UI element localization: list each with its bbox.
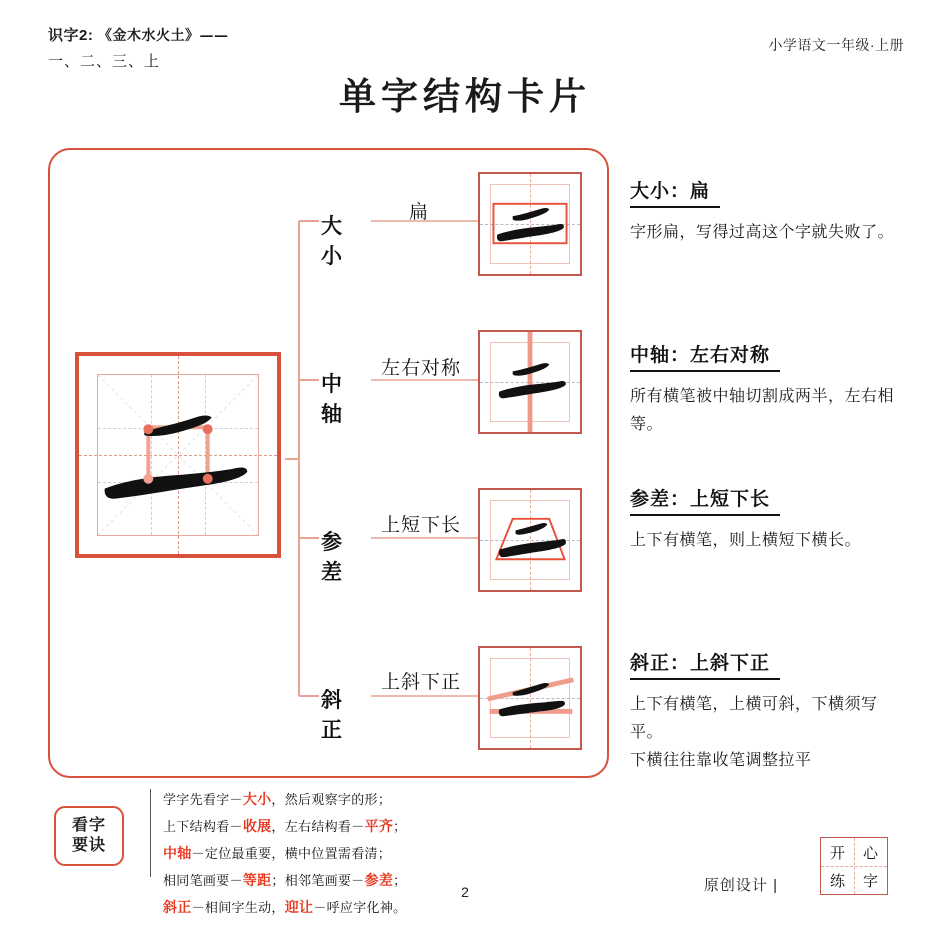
demo-strokes-cenci [480, 490, 580, 590]
note-xiezheng [630, 648, 906, 774]
note-body-extra: 下横往往靠收笔调整拉平 [630, 750, 812, 769]
tips-text: ，左右结构看－ [271, 818, 365, 834]
tips-keyword: 收展 [242, 817, 272, 834]
tips-text: ，然后观察字的形； [271, 792, 392, 807]
branch-sub-zhongzhou: 左右对称 [381, 358, 462, 379]
main-character-strokes [79, 356, 277, 554]
tips-keyword: 迎让 [284, 898, 314, 915]
note-body-xiezheng [630, 690, 906, 774]
book-title: 《金木水火土》—— [98, 28, 229, 44]
tips-list [163, 786, 463, 921]
stamp-char-4: 字 [862, 871, 878, 890]
note-daxiao [630, 176, 898, 246]
lesson-label: 识字2: [48, 27, 94, 44]
note-body-cenci: 上下有横笔，则上横短下横长。 [630, 530, 862, 549]
demo-strokes-daxiao [480, 174, 580, 274]
tips-text: －相间字生动， [191, 899, 285, 915]
demo-box-xiezheng [478, 646, 582, 750]
note-body-main: 上下有横笔，上横可斜，下横须写平。 [630, 694, 878, 741]
tips-line [163, 840, 463, 867]
credit-label: 原创设计 | [703, 877, 778, 894]
note-head-daxiao: 大小：扁 [630, 176, 720, 208]
edition-label: 小学语文一年级·上册 [768, 37, 904, 53]
page-number: 2 [461, 884, 469, 900]
tips-line [163, 813, 463, 840]
tips-keyword: 中轴 [163, 844, 192, 861]
branch-sub-xiezheng: 上斜下正 [381, 672, 462, 693]
tips-text: －定位最重要，横中位置需看清； [191, 845, 392, 861]
note-head-zhongzhou: 中轴：左右对称 [630, 340, 780, 372]
demo-strokes-zhongzhou [480, 332, 580, 432]
tips-keyword: 大小 [242, 791, 272, 807]
demo-strokes-xiezheng [480, 648, 580, 748]
branch-sub-daxiao: 扁 [409, 202, 430, 223]
branch-label-xiezheng: 斜正 [321, 689, 344, 742]
branch-label-daxiao: 大小 [321, 215, 344, 268]
demo-box-daxiao [478, 172, 582, 276]
demo-box-cenci [478, 488, 582, 592]
page-title: 单字结构卡片 [339, 74, 591, 118]
tips-text: －呼应字化神。 [313, 899, 407, 915]
note-zhongzhou [630, 340, 898, 438]
tips-text: ； [393, 872, 407, 888]
tips-text: ；相邻笔画要－ [271, 872, 365, 888]
branch-sub-cenci: 上短下长 [381, 515, 462, 536]
stamp-char-2: 心 [862, 843, 878, 862]
branch-label-zhongzhou: 中轴 [321, 373, 344, 426]
tips-keyword: 等距 [242, 871, 272, 888]
characters-line: 一、二、三、上 [48, 51, 161, 70]
tips-badge [54, 806, 124, 866]
tips-badge-line2: 要诀 [71, 837, 106, 854]
tips-line [163, 786, 463, 813]
note-body-daxiao: 字形扁，写得过高这个字就失败了。 [630, 222, 895, 241]
note-head-xiezheng: 斜正：上斜下正 [630, 648, 780, 680]
demo-box-zhongzhou [478, 330, 582, 434]
note-head-cenci: 参差：上短下长 [630, 484, 780, 516]
lesson-heading [48, 24, 348, 48]
tips-keyword: 参差 [364, 871, 394, 888]
tips-divider [150, 789, 151, 877]
note-cenci [630, 484, 898, 554]
tips-text: 上下结构看－ [163, 818, 243, 834]
branch-label-cenci: 参差 [321, 531, 344, 584]
tips-keyword: 斜正 [163, 898, 192, 915]
tips-keyword: 平齐 [364, 817, 394, 834]
tips-badge-text [72, 816, 106, 856]
tips-text: 学字先看字－ [163, 792, 243, 807]
note-body-zhongzhou: 所有横笔被中轴切割成两半，左右相等。 [630, 386, 895, 433]
main-character-grid [75, 352, 281, 558]
stamp-seal [820, 837, 888, 895]
tips-badge-line1: 看字 [71, 817, 106, 834]
stamp-char-3: 练 [829, 871, 845, 890]
tips-text: ； [393, 818, 407, 834]
tips-text: 相同笔画要－ [163, 872, 243, 888]
stamp-char-1: 开 [829, 843, 845, 862]
